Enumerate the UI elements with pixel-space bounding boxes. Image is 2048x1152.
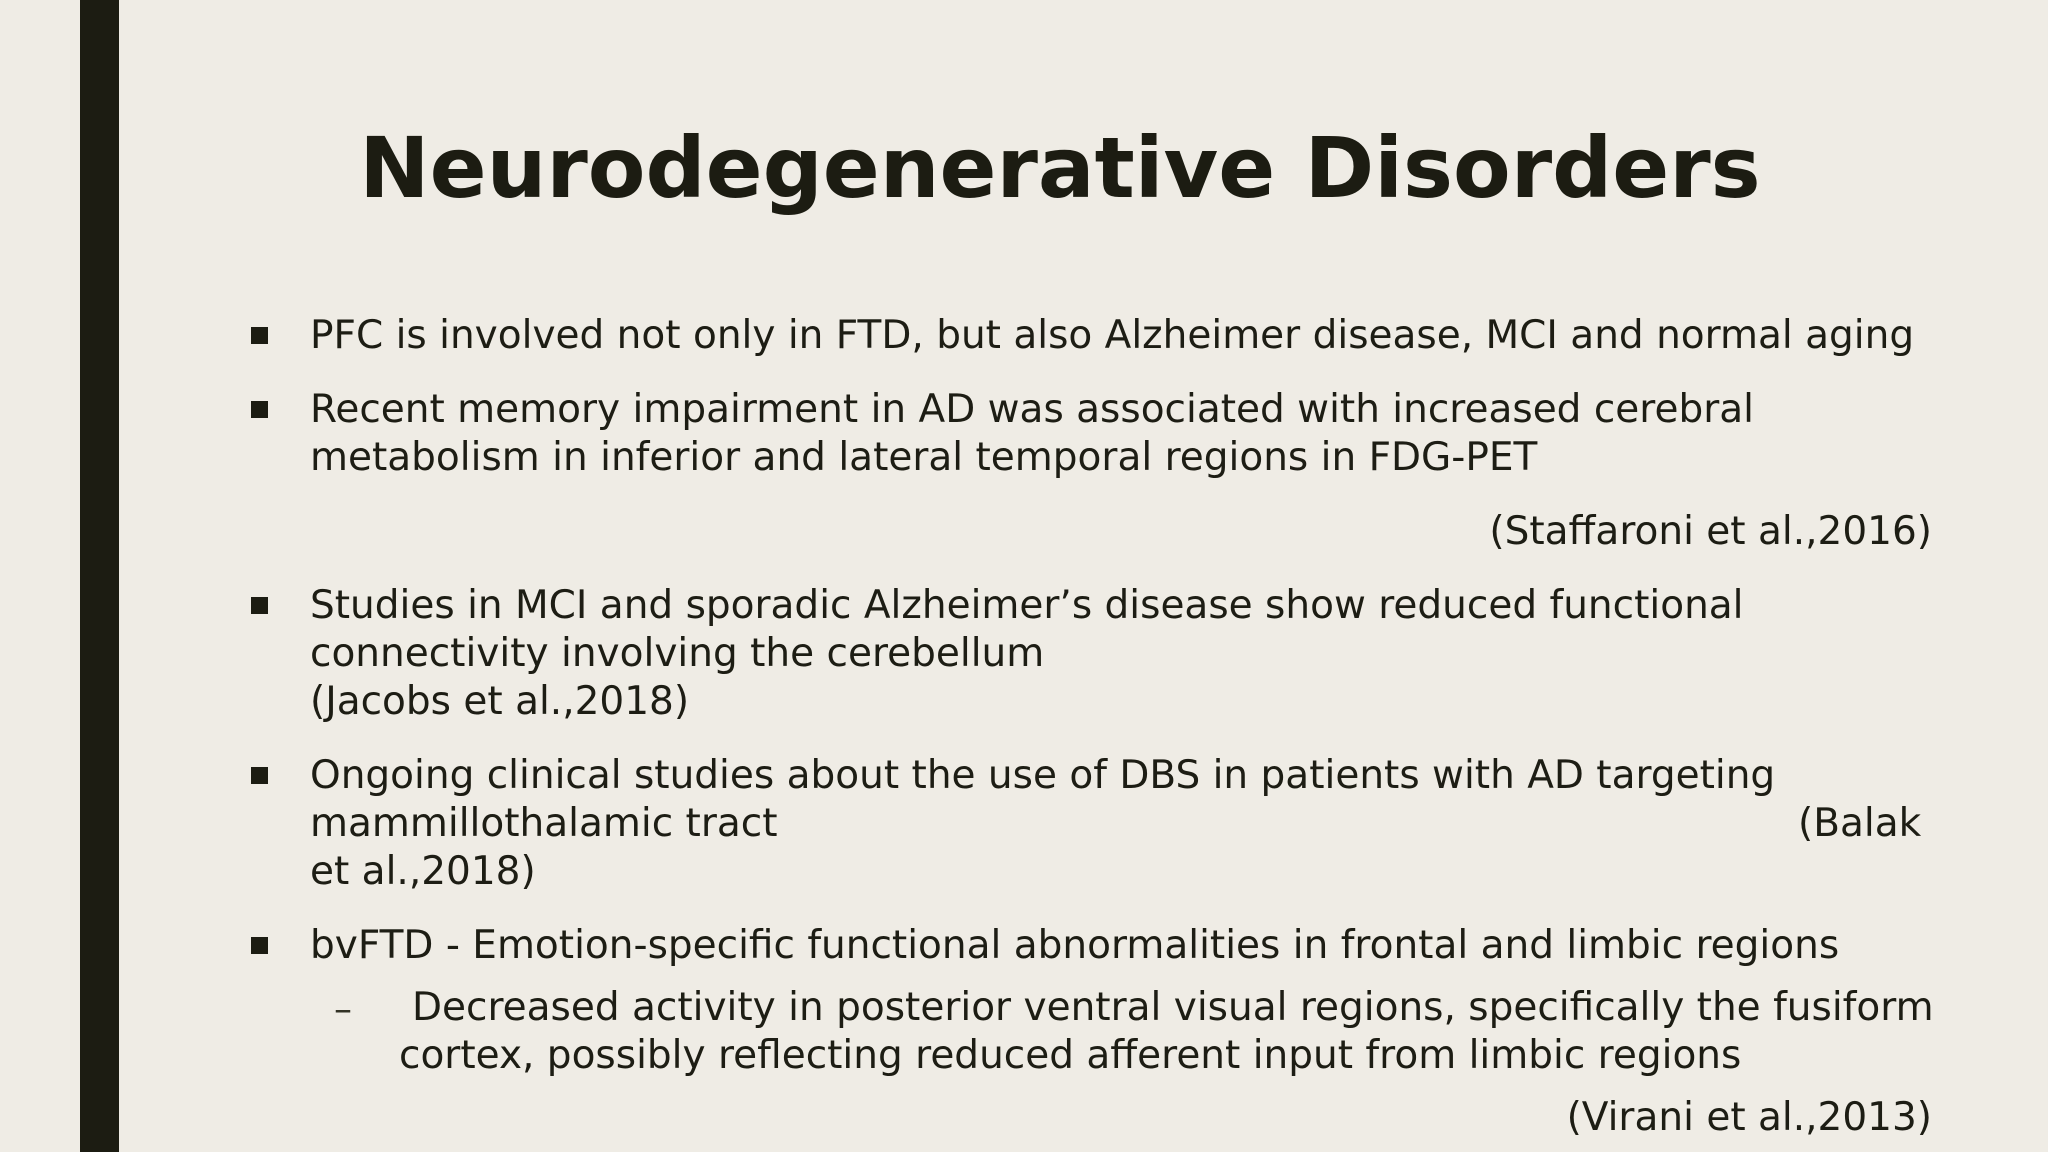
- citation: (Staffaroni et al.,2016): [1489, 509, 1932, 554]
- citation-continued: et al.,2018): [310, 849, 536, 894]
- bullet-text: Ongoing clinical studies about the use of DBS in patients with AD targeting: [310, 753, 1776, 798]
- sub-bullet-text-continued: cortex, possibly reflecting reduced afferent input from limbic regions: [399, 1033, 1742, 1078]
- sub-bullet-dash: –: [334, 989, 352, 1030]
- bullet-text: Studies in MCI and sporadic Alzheimer’s disease show reduced functional: [310, 583, 1744, 628]
- bullet-marker: [251, 767, 268, 784]
- bullet-marker: [251, 327, 268, 344]
- citation: (Virani et al.,2013): [1566, 1095, 1932, 1140]
- bullet-marker: [251, 597, 268, 614]
- bullet-text-continued: mammillothalamic tract: [310, 801, 778, 846]
- side-accent-bar: [80, 0, 119, 1152]
- citation: (Balak: [1798, 801, 1922, 846]
- bullet-text-continued: connectivity involving the cerebellum: [310, 631, 1045, 676]
- slide-title: Neurodegenerative Disorders: [359, 119, 1761, 217]
- bullet-text: bvFTD - Emotion-specific functional abnormalities in frontal and limbic regions: [310, 923, 1840, 968]
- citation: (Jacobs et al.,2018): [310, 679, 690, 724]
- bullet-text: Recent memory impairment in AD was associated with increased cerebral: [310, 387, 1754, 432]
- bullet-marker: [251, 401, 268, 418]
- bullet-text: PFC is involved not only in FTD, but also Alzheimer disease, MCI and normal aging: [310, 313, 1915, 358]
- bullet-marker: [251, 937, 268, 954]
- bullet-text-continued: metabolism in inferior and lateral temporal regions in FDG-PET: [310, 435, 1538, 480]
- sub-bullet-text: Decreased activity in posterior ventral visual regions, specifically the fusiform: [412, 985, 1934, 1030]
